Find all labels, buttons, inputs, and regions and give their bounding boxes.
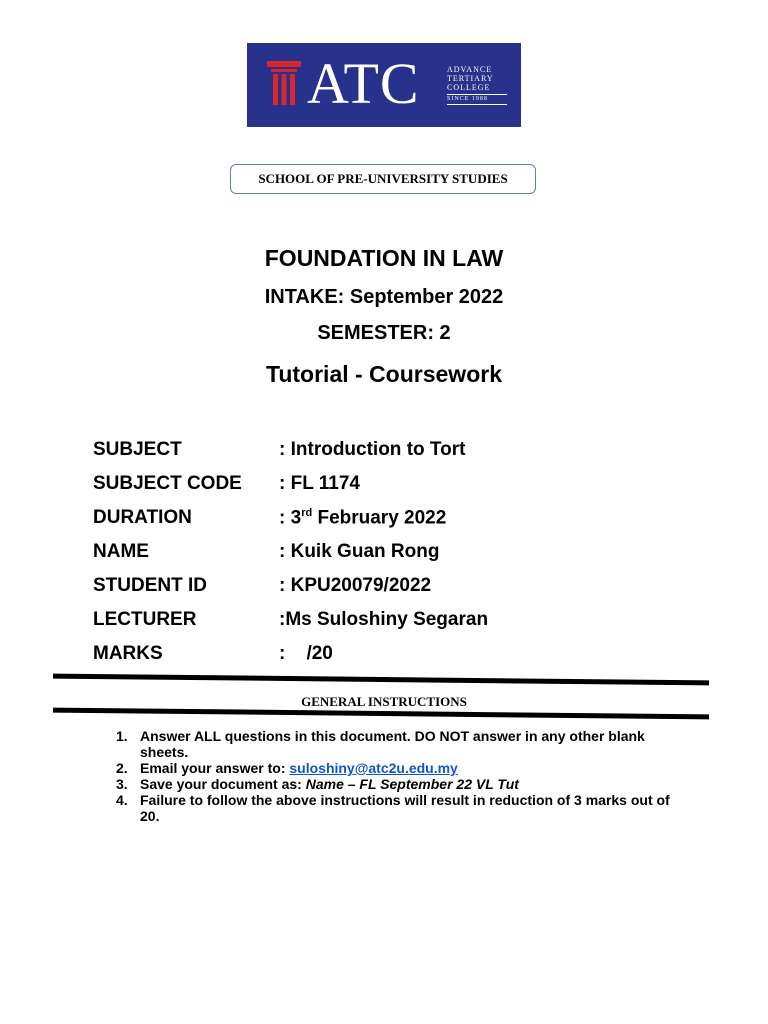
pillar-icon xyxy=(267,61,301,107)
semester-title: SEMESTER: 2 xyxy=(317,322,451,344)
detail-value: :Ms Suloshiny Segaran xyxy=(279,609,489,630)
programme-title: FOUNDATION IN LAW xyxy=(264,245,504,271)
list-item: 3. Save your document as: Name – FL September 22 VL Tut xyxy=(116,776,519,792)
detail-label: MARKS xyxy=(93,643,163,664)
document-type-title: Tutorial - Coursework xyxy=(266,361,502,387)
list-item: 2. Email your answer to: suloshiny@atc2u.edu.my xyxy=(116,760,458,776)
detail-value: : FL 1174 xyxy=(279,473,360,494)
detail-label: DURATION xyxy=(93,507,192,528)
detail-label: SUBJECT CODE xyxy=(93,473,242,494)
detail-value: : Introduction to Tort xyxy=(279,439,466,460)
detail-label: LECTURER xyxy=(93,609,197,630)
list-item: 1. Answer ALL questions in this document. DO NOT answer in any other blank sheets. xyxy=(116,728,645,760)
detail-value: : KPU20079/2022 xyxy=(279,575,432,596)
detail-value: : /20 xyxy=(279,643,333,664)
instructions-title: GENERAL INSTRUCTIONS xyxy=(301,694,467,709)
intake-title: INTAKE: September 2022 xyxy=(264,286,504,308)
instructions-list xyxy=(116,728,676,824)
detail-label: STUDENT ID xyxy=(93,575,207,596)
school-name: SCHOOL OF PRE-UNIVERSITY STUDIES xyxy=(230,164,536,194)
detail-value: : 3rd February 2022 xyxy=(279,507,447,529)
email-link[interactable]: suloshiny@atc2u.edu.my xyxy=(289,760,458,776)
divider-top xyxy=(53,674,709,686)
detail-label: NAME xyxy=(93,541,149,562)
logo-name: ATC xyxy=(307,51,420,116)
list-item: 4. Failure to follow the above instructions will result in reduction of 3 marks out of 20. xyxy=(116,792,670,824)
logo-subtitle: ADVANCE TERTIARY COLLEGE SINCE 1988 xyxy=(447,65,507,105)
detail-label: SUBJECT xyxy=(93,439,182,460)
atc-logo xyxy=(247,43,521,127)
detail-value: : Kuik Guan Rong xyxy=(279,541,440,562)
